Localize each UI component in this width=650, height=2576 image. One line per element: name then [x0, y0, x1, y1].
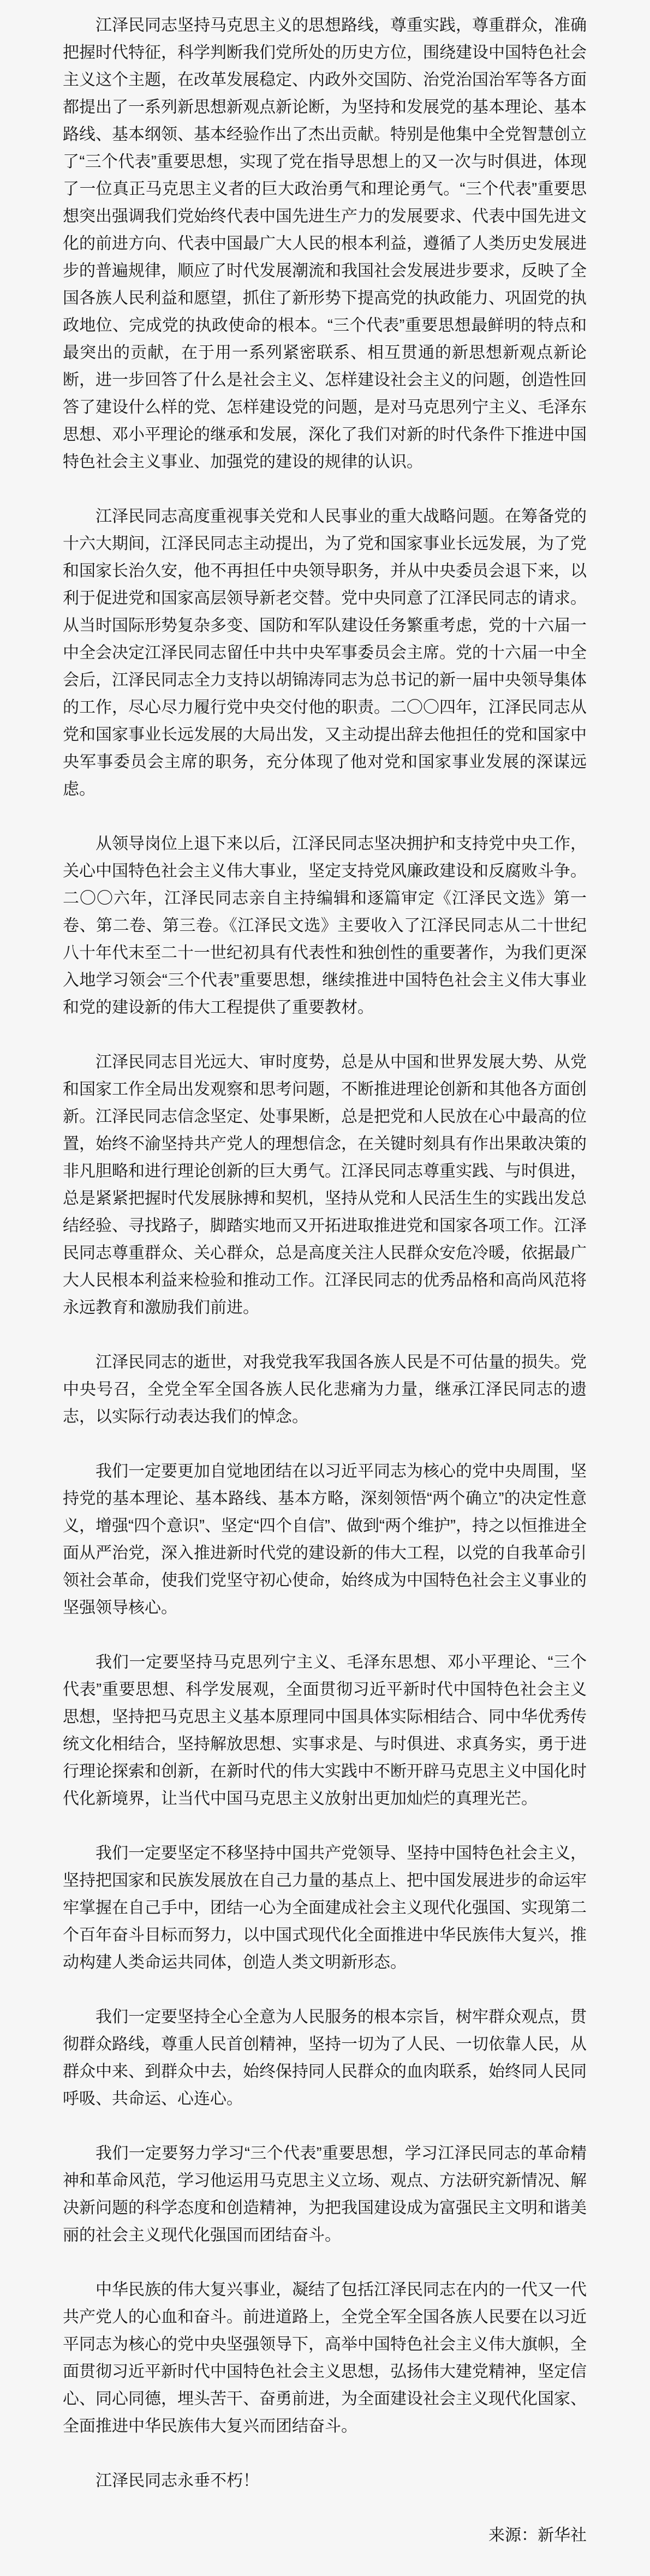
source-line: 来源：新华社	[488, 2526, 587, 2544]
paragraph: 我们一定要努力学习“三个代表”重要思想，学习江泽民同志的革命精神和革命风范，学习他运用马克思主义立场、观点、方法研究新情况、解决新问题的科学态度和创造精神，为把我国建设成为富强民主文明和谐美丽的社会主义现代化强国而团结奋斗。	[63, 2144, 587, 2244]
paragraph: 我们一定要坚定不移坚持中国共产党领导、坚持中国特色社会主义，坚持把国家和民族发展放在自己力量的基点上、把中国发展进步的命运牢牢掌握在自己手中，团结一心为全面建成社会主义现代化强国、实现第二个百年奋斗目标而努力，以中国式现代化全面推进中华民族伟大复兴，推动构建人类命运共同体，创造人类文明新形态。	[63, 1844, 587, 1971]
paragraph: 我们一定要坚持马克思列宁主义、毛泽东思想、邓小平理论、“三个代表”重要思想、科学发展观，全面贯彻习近平新时代中国特色社会主义思想，坚持把马克思主义基本原理同中国具体实际相结合、同中华优秀传统文化相结合，坚持解放思想、实事求是、与时俱进、求真务实，勇于进行理论探索和创新，在新时代的伟大实践中不断开辟马克思主义中国化时代化新境界，让当代中国马克思主义放射出更加灿烂的真理光芒。	[63, 1653, 587, 1808]
paragraph: 我们一定要更加自觉地团结在以习近平同志为核心的党中央周围，坚持党的基本理论、基本路线、基本方略，深刻领悟“两个确立”的决定性意义，增强“四个意识”、坚定“四个自信”、做到“两个维护”，持之以恒推进全面从严治党，深入推进新时代党的建设新的伟大工程，以党的自我革命引领社会革命，使我们党坚守初心使命，始终成为中国特色社会主义事业的坚强领导核心。	[63, 1462, 587, 1617]
paragraph: 江泽民同志永垂不朽！	[96, 2472, 259, 2490]
paragraph: 我们一定要坚持全心全意为人民服务的根本宗旨，树牢群众观点，贯彻群众路线，尊重人民首创精神，坚持一切为了人民、一切依靠人民，从群众中来、到群众中去，始终保持同人民群众的血肉联系，始终同人民同呼吸、共命运、心连心。	[63, 2008, 587, 2108]
paragraph: 中华民族的伟大复兴事业，凝结了包括江泽民同志在内的一代又一代共产党人的心血和奋斗。前进道路上，全党全军全国各族人民要在以习近平同志为核心的党中央坚强领导下，高举中国特色社会主义伟大旗帜，全面贯彻习近平新时代中国特色社会主义思想，弘扬伟大建党精神，坚定信心、同心同德，埋头苦干、奋勇前进，为全面建设社会主义现代化国家、全面推进中华民族伟大复兴而团结奋斗。	[63, 2281, 587, 2435]
paragraph: 江泽民同志坚持马克思主义的思想路线，尊重实践，尊重群众，准确把握时代特征，科学判断我们党所处的历史方位，围绕建设中国特色社会主义这个主题，在改革发展稳定、内政外交国防、治党治国治军等各方面都提出了一系列新思想新观点新论断，为坚持和发展党的基本理论、基本路线、基本纲领、基本经验作出了杰出贡献。特别是他集中全党智慧创立了“三个代表”重要思想，实现了党在指导思想上的又一次与时俱进，体现了一位真正马克思主义者的巨大政治勇气和理论勇气。“三个代表”重要思想突出强调我们党始终代表中国先进生产力的发展要求、代表中国先进文化的前进方向、代表中国最广大人民的根本利益，遵循了人类历史发展进步的普遍规律，顺应了时代发展潮流和我国社会发展进步要求，反映了全国各族人民利益和愿望，抓住了新形势下提高党的执政能力、巩固党的执政地位、完成党的执政使命的根本。“三个代表”重要思想最鲜明的特点和最突出的贡献，在于用一系列紧密联系、相互贯通的新思想新观点新论断，进一步回答了什么是社会主义、怎样建设社会主义的问题，创造性回答了建设什么样的党、怎样建设党的问题，是对马克思列宁主义、毛泽东思想、邓小平理论的继承和发展，深化了我们对新的时代条件下推进中国特色社会主义事业、加强党的建设的规律的认识。	[63, 16, 587, 471]
paragraph: 江泽民同志目光远大、审时度势，总是从中国和世界发展大势、从党和国家工作全局出发观察和思考问题，不断推进理论创新和其他各方面创新。江泽民同志信念坚定、处事果断，总是把党和人民放在心中最高的位置，始终不渝坚持共产党人的理想信念，在关键时刻具有作出果敢决策的非凡胆略和进行理论创新的巨大勇气。江泽民同志尊重实践、与时俱进，总是紧紧把握时代发展脉搏和契机，坚持从党和人民活生生的实践出发总结经验、寻找路子，脚踏实地而又开拓进取推进党和国家各项工作。江泽民同志尊重群众、关心群众，总是高度关注人民群众安危冷暖，依据最广大人民根本利益来检验和推动工作。江泽民同志的优秀品格和高尚风范将永远教育和激励我们前进。	[63, 1053, 587, 1317]
paragraph: 从领导岗位上退下来以后，江泽民同志坚决拥护和支持党中央工作，关心中国特色社会主义伟大事业，坚定支持党风廉政建设和反腐败斗争。二〇〇六年，江泽民同志亲自主持编辑和逐篇审定《江泽民文选》第一卷、第二卷、第三卷。《江泽民文选》主要收入了江泽民同志从二十世纪八十年代末至二十一世纪初具有代表性和独创性的重要著作，为我们更深入地学习领会“三个代表”重要思想，继续推进中国特色社会主义伟大事业和党的建设新的伟大工程提供了重要教材。	[63, 835, 587, 1017]
paragraph: 江泽民同志的逝世，对我党我军我国各族人民是不可估量的损失。党中央号召，全党全军全国各族人民化悲痛为力量，继承江泽民同志的遗志，以实际行动表达我们的悼念。	[63, 1353, 587, 1426]
paragraph: 江泽民同志高度重视事关党和人民事业的重大战略问题。在筹备党的十六大期间，江泽民同志主动提出，为了党和国家事业长远发展，为了党和国家长治久安，他不再担任中央领导职务，并从中央委员会退下来，以利于促进党和国家高层领导新老交替。党中央同意了江泽民同志的请求。从当时国际形势复杂多变、国防和军队建设任务繁重考虑，党的十六届一中全会决定江泽民同志留任中共中央军事委员会主席。党的十六届一中全会后，江泽民同志全力支持以胡锦涛同志为总书记的新一届中央领导集体的工作，尽心尽力履行党中央交付他的职责。二〇〇四年，江泽民同志从党和国家事业长远发展的大局出发，又主动提出辞去他担任的党和国家中央军事委员会主席的职务，充分体现了他对党和国家事业发展的深谋远虑。	[63, 507, 587, 798]
